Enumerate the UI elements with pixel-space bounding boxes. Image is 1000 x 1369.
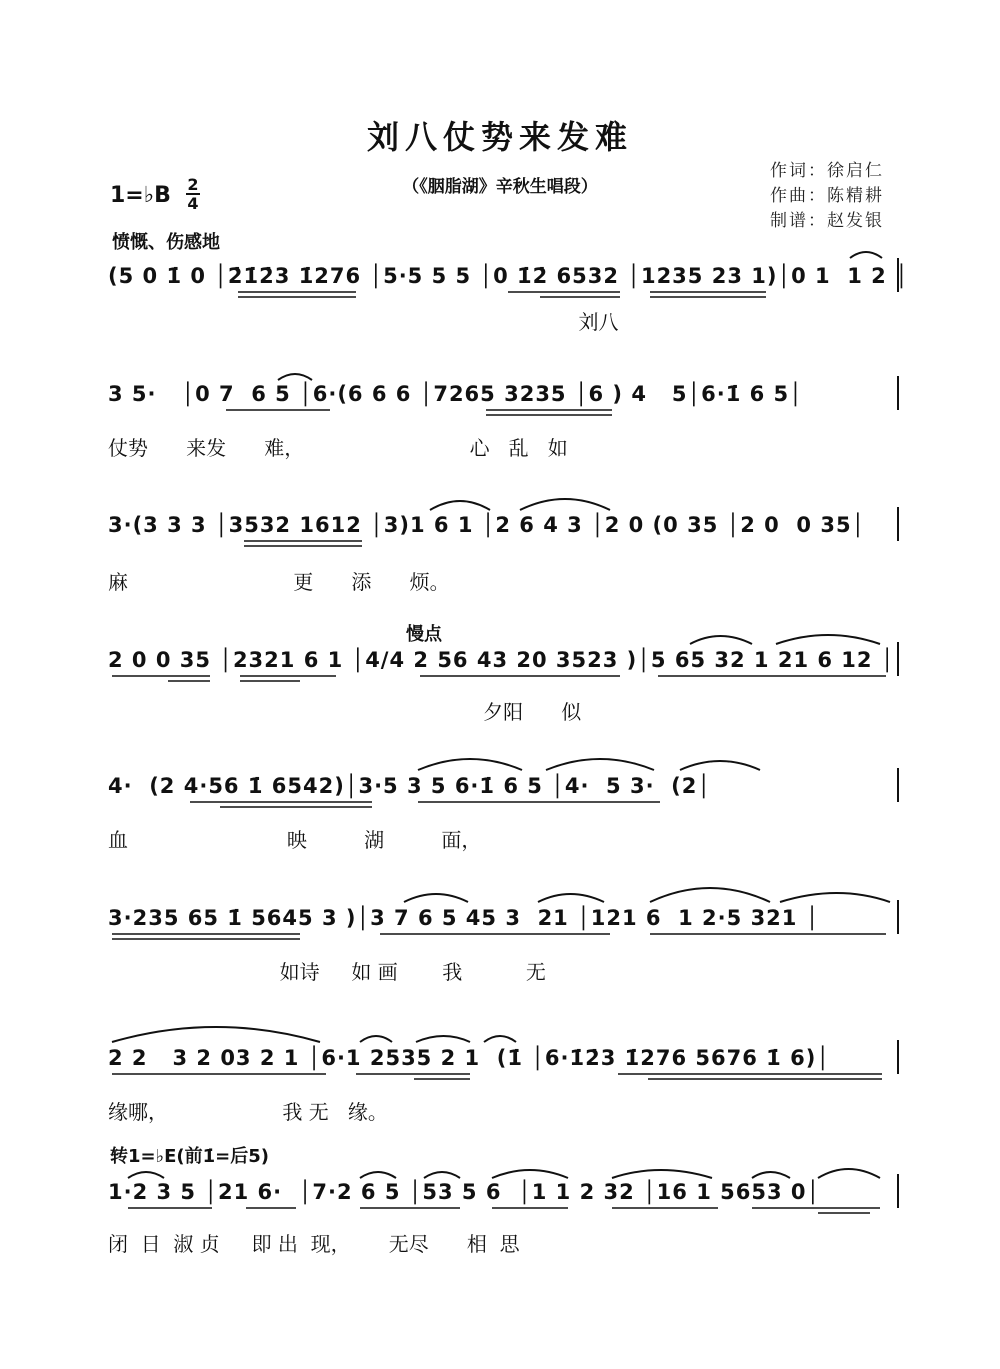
time-signature-top: 2: [187, 175, 199, 194]
transcriber-credit: 制谱：赵发银: [770, 211, 884, 231]
lyricist-credit: 作词：徐启仁: [770, 161, 884, 181]
song-subtitle: （《胭脂湖》辛秋生唱段）: [402, 177, 598, 197]
staff-line-6: 3·235 65 1̇ 5645 3 )│3 7 6 5 45 3 21 │121 6 1 2·5 321 │: [108, 906, 820, 930]
expression-mark: 愤慨、伤感地: [112, 232, 220, 253]
lyric-line-2: 仗势 来发 难， 心 乱 如: [108, 436, 568, 460]
staff-line-3: 3·(3 3 3 │3532 1612 │3)1 6 1 │2 6 4 3 │2 0 (0 35 │2 0 0 35│: [108, 513, 866, 537]
staff-line-4: 2 0 0 35 │2321 6 1 │4/4 2 56 43 20 3523 )│5 65 32 1 21 6 12 │: [108, 648, 895, 672]
staff-line-2: 3 5· │0 7 6 5 │6·(6 6 6 │7265 3235 │6 ) 4 5│6·1̇ 6 5│: [108, 382, 803, 406]
modulation-mark: 转1=♭E(前1̇=后5): [110, 1146, 269, 1167]
lyric-line-4: 夕阳 似: [108, 700, 582, 724]
staff-line-1: (5 0 1̇ 0 │2̇1̇2̇3 1̇276 │5·5 5 5 │0 1̇2̇ 6532 │1235 23 1)│0 1 1 2 │: [108, 264, 909, 288]
lyric-line-3: 麻 更 添 烦。: [108, 570, 450, 594]
composer-credit: 作曲：陈精耕: [770, 186, 884, 206]
tempo-mark: 慢点: [406, 624, 442, 645]
staff-line-8: 1·2 3 5 │21 6· │7·2 6 5 │53 5 6 │1 1 2 32 │16 1 5653 0│: [108, 1180, 821, 1204]
lyric-line-8: 闭 日 淑 贞 即 出 现， 无尽 相 思: [108, 1232, 520, 1256]
staff-line-7: 2 2 3 2 03 2 1 │6·1 2535 2 1 (1̇ │6·1̇2̇3 1̇276 5676 1̇ 6)│: [108, 1046, 830, 1070]
song-title: 刘八仗势来发难: [366, 118, 633, 156]
lyric-line-1: 刘八: [108, 310, 619, 334]
staff-line-5: 4· (2 4·56 1̇ 6542)│3·5 3 5 6·1̇ 6 5 │4· 5 3· (2│: [108, 774, 712, 798]
lyric-line-7: 缘哪， 我 无 缘。: [108, 1100, 388, 1124]
lyric-line-6: 如诗 如 画 我 无: [108, 960, 546, 984]
lyric-line-5: 血 映 湖 面，: [108, 828, 482, 852]
time-signature-bottom: 4: [187, 194, 199, 213]
key-signature: 1=♭B: [110, 183, 171, 208]
